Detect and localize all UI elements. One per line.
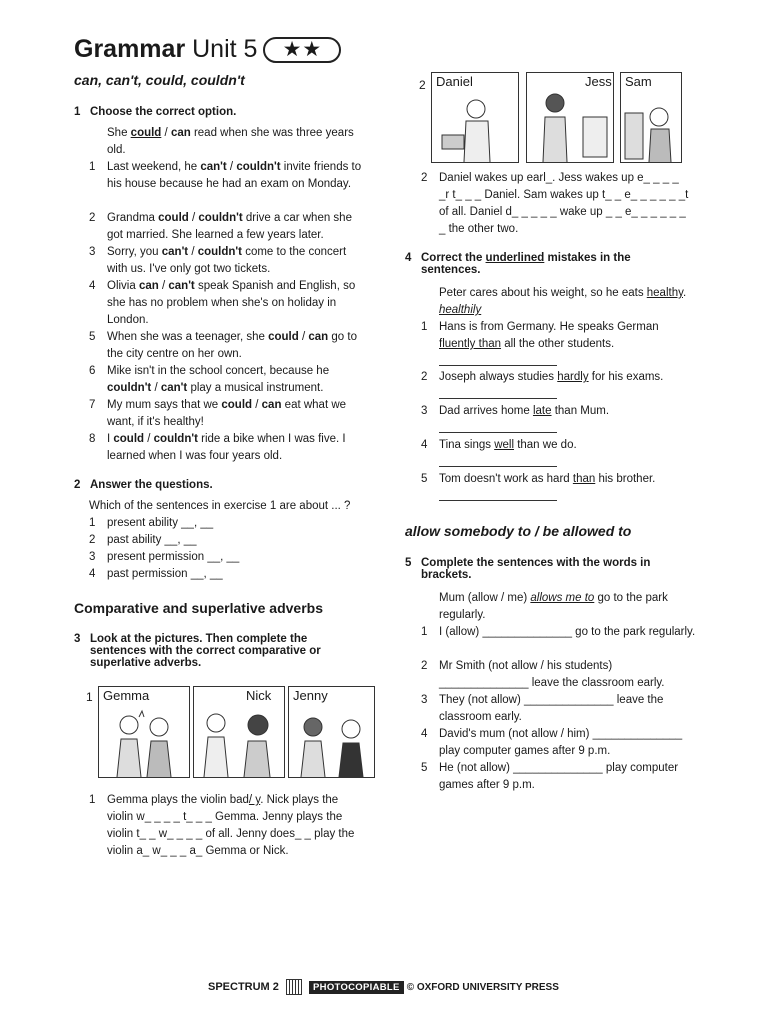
ex2-item: 3 present permission __, __: [89, 551, 240, 563]
ex5-heading: 5 Complete the sentences with the words in brackets.: [405, 557, 651, 581]
answer-blank-input[interactable]: [439, 353, 557, 366]
ex2-item: 2 past ability __, __: [89, 534, 197, 546]
picture-jess: Jess: [526, 72, 614, 163]
ex1-item: 5 When she was a teenager, she could / can go to the city centre on her own.: [89, 331, 357, 360]
ex2-item: 1 present ability __, __: [89, 517, 214, 529]
ex1-item: 3 Sorry, you can't / couldn't come to the concert with us. I've only got two tickets.: [89, 246, 347, 275]
ex5-item: 4 David's mum (not allow / him) ______________ play computer games after 9 p.m.: [421, 728, 683, 757]
section-allow-heading: allow somebody to / be allowed to: [405, 523, 632, 539]
picture-sam: Sam: [620, 72, 682, 163]
ex4-item: 4 Tina sings well than we do.: [421, 437, 691, 473]
ex1-item: 8 I could / couldn't ride a bike when I was five. I learned when I was four years old.: [89, 433, 346, 462]
footer: SPECTRUM 2 PHOTOCOPIABLE © OXFORD UNIVERSITY PRESS: [208, 979, 559, 995]
picture-gemma: Gemma: [98, 686, 190, 778]
ex1-item: 6 Mike isn't in the school concert, because he couldn't / can't play a musical instrument.: [89, 365, 330, 394]
ex5-item: 5 He (not allow) ______________ play computer games after 9 p.m.: [421, 762, 679, 791]
answer-blank-input[interactable]: [439, 488, 557, 501]
ex1-item: 4 Olivia can / can't speak Spanish and English, so she has no problem when she's on holiday in London.: [89, 280, 356, 326]
ex5-example: Mum (allow / me) allows me to go to the park regularly.: [439, 592, 668, 621]
picture-jenny: Jenny: [288, 686, 375, 778]
waking-up-illustration-icon: [527, 73, 613, 162]
ex4-item: 2 Joseph always studies hardly for his exams.: [421, 369, 691, 405]
waking-up-illustration-icon: [621, 73, 681, 162]
ex5-item: 2 Mr Smith (not allow / his students) ______________ leave the classroom early.: [421, 660, 665, 689]
photocopiable-badge: PHOTOCOPIABLE: [309, 981, 404, 994]
ex1-example: She could / can read when she was three years old.: [107, 127, 354, 156]
section-comparative-heading: Comparative and superlative adverbs: [74, 600, 323, 616]
ex2-item: 4 past permission __, __: [89, 568, 223, 580]
ex2-intro: Which of the sentences in exercise 1 are about ... ?: [89, 500, 351, 512]
violinist-illustration-icon: [289, 687, 374, 777]
answer-blank-input[interactable]: [439, 454, 557, 467]
picture-daniel: Daniel: [431, 72, 519, 163]
ex5-item: 3 They (not allow) ______________ leave the classroom early.: [421, 694, 664, 723]
answer-blank-input[interactable]: [439, 420, 557, 433]
ex3-pic2-number: 2: [419, 78, 426, 92]
picture-nick: Nick: [193, 686, 285, 778]
page-title: Grammar Unit 5 ★★: [74, 34, 341, 64]
ex3-heading: 3 Look at the pictures. Then complete the sentences with the correct comparative or superlative adverbs.: [74, 633, 321, 669]
violinist-illustration-icon: [194, 687, 284, 777]
violinist-illustration-icon: [99, 687, 189, 777]
ex3-item-1: 1 Gemma plays the violin bad/ y. Nick plays the violin w_ _ _ _ t_ _ _ Gemma. Jenny plays the violin t_ _ w_ _ _ _ of all. Jenny does_ _ play the violin a_ w_ _ _ a_ Gemma or Nick.: [89, 794, 355, 857]
ex4-example: Peter cares about his weight, so he eats healthy. healthily: [439, 287, 687, 316]
ex1-item: 2 Grandma could / couldn't drive a car when she got married. She learned a few years later.: [89, 212, 352, 241]
ex5-item: 1 I (allow) ______________ go to the park regularly.: [421, 626, 696, 638]
ex4-example-answer: healthily: [439, 304, 482, 316]
ex4-item: 1 Hans is from Germany. He speaks German fluently than all the other students.: [421, 319, 691, 372]
ex2-heading: 2 Answer the questions.: [74, 479, 213, 491]
ex4-item: 5 Tom doesn't work as hard than his brother.: [421, 471, 691, 507]
photocopy-icon: [286, 979, 302, 995]
ex3-item-2: 2 Daniel wakes up earl_. Jess wakes up e_ _ _ _ _r t_ _ _ Daniel. Sam wakes up t_ _ e_ _ _ _ _ _t of all. Daniel d_ _ _ _ _ wake up _ _ e_ _ _ _ _ _ _ the other two.: [421, 172, 689, 235]
ex1-heading: 1 Choose the correct option.: [74, 106, 237, 118]
ex4-item: 3 Dad arrives home late than Mum.: [421, 403, 691, 439]
ex4-heading: 4 Correct the underlined mistakes in the sentences.: [405, 252, 631, 276]
ex1-item: 7 My mum says that we could / can eat what we want, if it's healthy!: [89, 399, 347, 428]
ex3-pic1-number: 1: [86, 690, 93, 704]
difficulty-stars-badge: ★★: [263, 37, 341, 63]
subtitle: can, can't, could, couldn't: [74, 72, 245, 88]
waking-up-illustration-icon: [432, 73, 518, 162]
answer-blank-input[interactable]: [439, 386, 557, 399]
ex1-item: 1 Last weekend, he can't / couldn't invite friends to his house because he had an exam on Monday.: [89, 161, 362, 190]
